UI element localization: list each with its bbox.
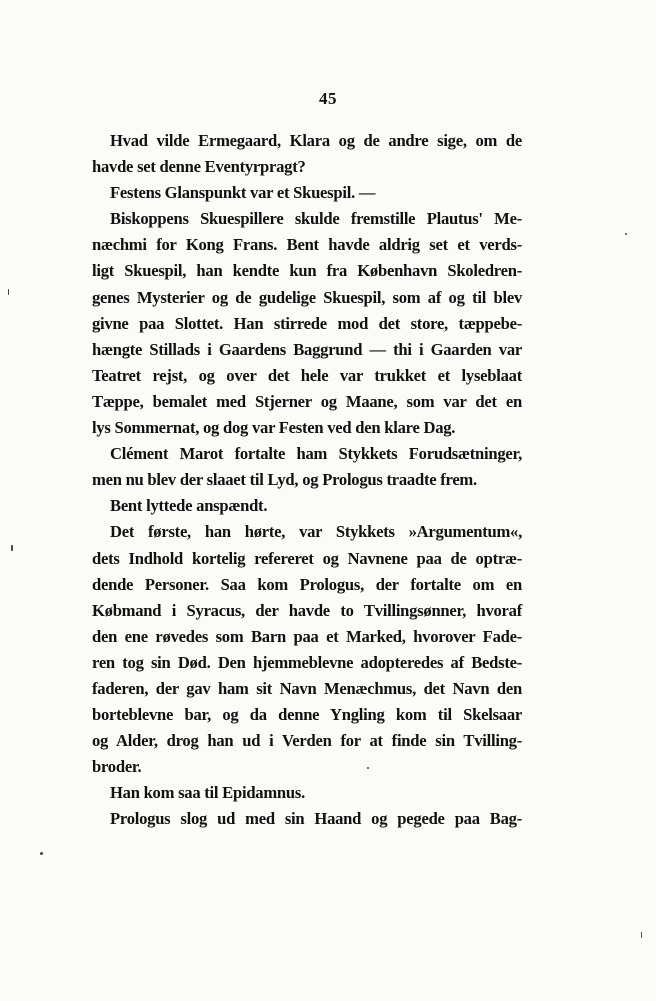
text-line: Købmand i Syracus, der havde to Tvillingsønner, hvoraf <box>92 600 522 620</box>
text-line: Bent lyttede anspændt. <box>110 496 268 516</box>
text-line: men nu blev der slaaet til Lyd, og Prologus traadte frem. <box>92 470 477 490</box>
text-line: Tæppe, bemalet med Stjerner og Maane, som var det en <box>92 391 522 411</box>
text-line: Det første, han hørte, var Stykkets »Argumentum«, <box>110 522 522 542</box>
scan-speck <box>625 233 627 235</box>
scan-speck <box>8 289 9 295</box>
text-line: dende Personer. Saa kom Prologus, der fortalte om en <box>92 574 522 594</box>
text-line: givne paa Slottet. Han stirrede mod det store, tæppebe- <box>92 313 522 333</box>
text-line: havde set denne Eventyrpragt? <box>92 157 306 177</box>
text-line: Teatret rejst, og over det hele var trukket et lyseblaat <box>92 365 522 385</box>
text-line: ligt Skuespil, han kendte kun fra København Skoledren- <box>92 261 522 281</box>
text-line: Festens Glanspunkt var et Skuespil. — <box>110 183 376 203</box>
text-line: faderen, der gav ham sit Navn Menæchmus, det Navn den <box>92 678 522 698</box>
scan-speck <box>11 545 13 551</box>
text-line: den ene røvedes som Barn paa et Marked, hvorover Fade- <box>92 626 522 646</box>
text-line: lys Sommernat, og dog var Festen ved den klare Dag. <box>92 418 456 438</box>
text-line: borteblevne bar, og da denne Yngling kom til Skelsaar <box>92 705 522 725</box>
text-line: hængte Stillads i Gaardens Baggrund — thi i Gaarden var <box>92 339 522 359</box>
page-number: 45 <box>319 89 337 108</box>
text-line: ren tog sin Død. Den hjemmeblevne adopteredes af Bedste- <box>92 652 522 672</box>
scan-speck <box>367 767 369 769</box>
text-line: Hvad vilde Ermegaard, Klara og de andre sige, om de <box>110 131 522 150</box>
text-line: Prologus slog ud med sin Haand og pegede paa Bag- <box>110 809 522 829</box>
text-line: genes Mysterier og de gudelige Skuespil, som af og til blev <box>92 287 522 307</box>
scan-speck <box>641 932 642 938</box>
text-line: Clément Marot fortalte ham Stykkets Forudsætninger, <box>110 444 522 464</box>
text-line: dets Indhold kortelig refereret og Navnene paa de optræ- <box>92 548 522 568</box>
text-line: broder. <box>92 757 142 777</box>
text-line: og Alder, drog han ud i Verden for at finde sin Tvilling- <box>92 731 522 751</box>
scan-speck <box>40 852 43 855</box>
body-text <box>92 128 522 833</box>
text-line: Han kom saa til Epidamnus. <box>110 783 305 803</box>
text-line: Biskoppens Skuespillere skulde fremstille Plautus' Me- <box>110 209 522 229</box>
text-line: næchmi for Kong Frans. Bent havde aldrig set et verds- <box>92 235 522 255</box>
